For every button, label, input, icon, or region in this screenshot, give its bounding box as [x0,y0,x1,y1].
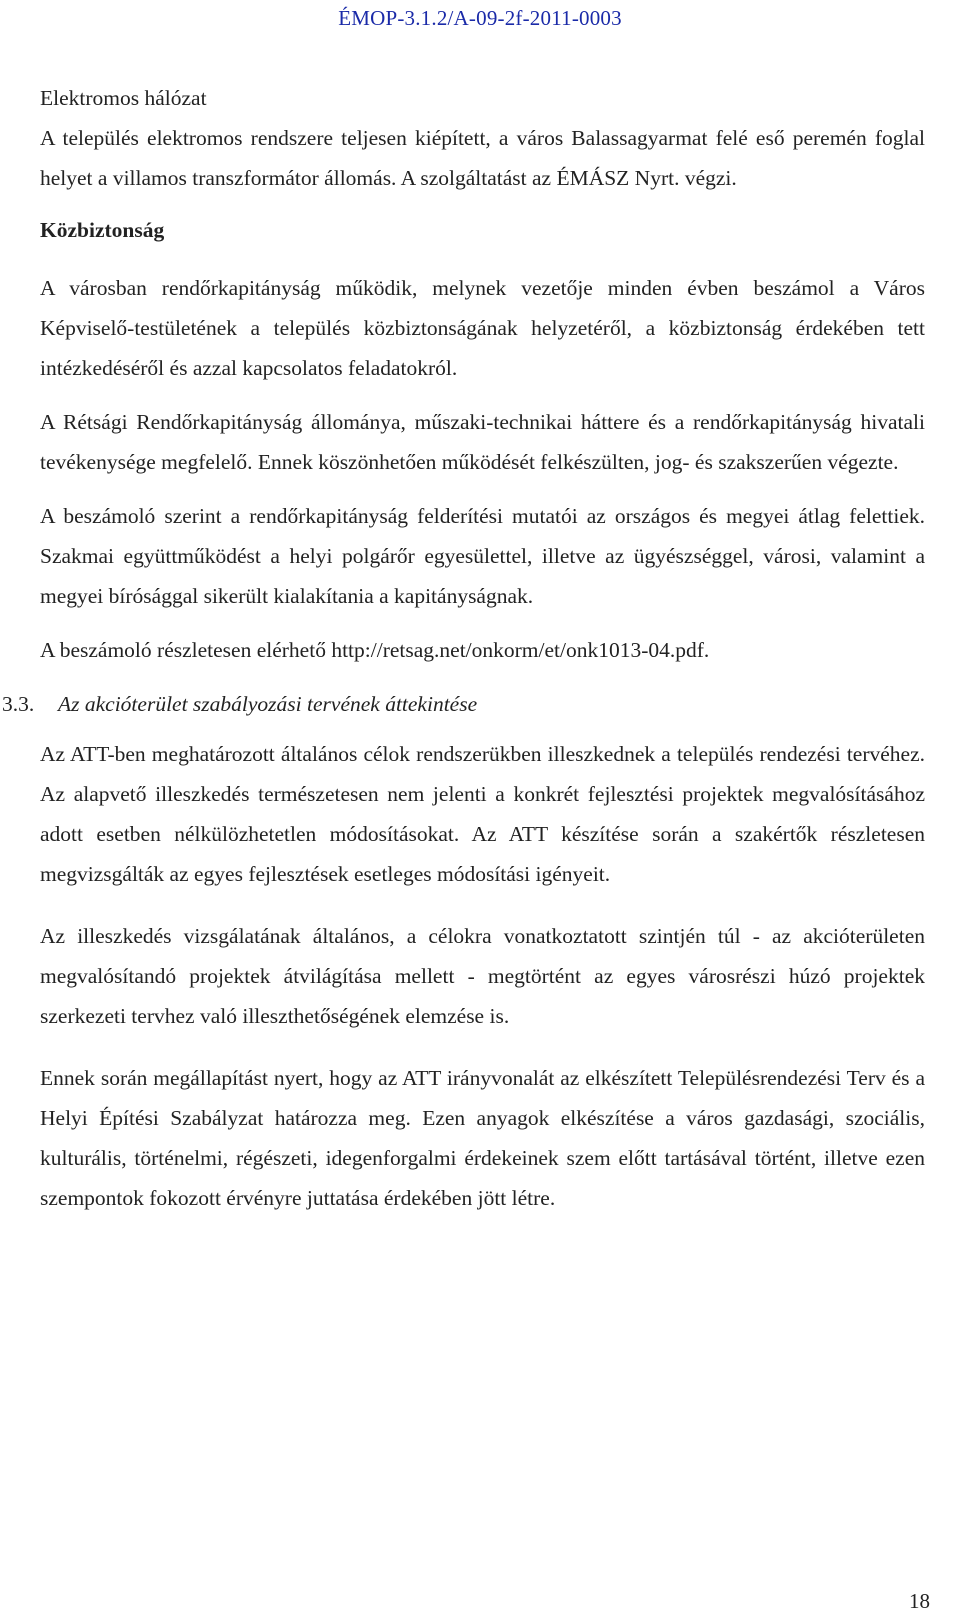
paragraph-security-3: A beszámoló szerint a rendőrkapitányság felderítési mutatói az országos és megyei átlag felettiek. Szakmai együttműködést a helyi polgárőr egyesülettel, illetve az ügyészséggel, városi, valamint a megyei bírósággal sikerült kialakítania a kapitányságnak. [40,504,925,608]
section-title: Az akcióterület szabályozási tervének áttekintése [58,692,478,716]
paragraph-security-1: A városban rendőrkapitányság működik, melynek vezetője minden évben beszámol a Város Képviselő-testületének a település közbiztonságának helyzetéről, a közbiztonság érdekében tett intézkedéséről és azzal kapcsolatos feladatokról. [40,276,925,380]
section-number: 3.3. [2,692,35,716]
paragraph-att-2: Az illeszkedés vizsgálatának általános, a célokra vonatkoztatott szintjén túl - az akcióterületen megvalósítandó projektek átvilágítása mellett - megtörtént az egyes városrészi húzó projektek szerkezeti tervhez való illeszthetőségének elemzése is. [40,924,925,1028]
section-heading-3-3 [2,688,925,720]
page-number: 18 [909,1589,930,1613]
paragraph-security-4: A beszámoló részletesen elérhető http://retsag.net/onkorm/et/onk1013-04.pdf. [40,638,710,662]
page-header-project-code: ÉMOP-3.1.2/A-09-2f-2011-0003 [338,6,622,30]
section-title-electric: Elektromos hálózat [40,86,207,110]
paragraph-electric: A település elektromos rendszere teljesen kiépített, a város Balassagyarmat felé eső peremén foglal helyet a villamos transzformátor állomás. A szolgáltatást az ÉMÁSZ Nyrt. végzi. [40,126,925,190]
document-body [2,78,925,1218]
paragraph-att-1: Az ATT-ben meghatározott általános célok rendszerükben illeszkednek a település rendezési tervéhez. Az alapvető illeszkedés természetesen nem jelenti a konkrét fejlesztési projektek megvalósításához adott esetben nélkülözhetetlen módosításokat. Az ATT készítése során a szakértők részletesen megvizsgálták az egyes fejlesztések esetleges módosítási igényeit. [40,742,925,886]
section-title-security: Közbiztonság [40,218,165,242]
paragraph-att-3: Ennek során megállapítást nyert, hogy az ATT irányvonalát az elkészített Településrendezési Terv és a Helyi Építési Szabályzat határozza meg. Ezen anyagok elkészítése a város gazdasági, szociális, kulturális, történelmi, régészeti, idegenforgalmi érdekeinek szem előtt tartásával történt, illetve ezen szempontok fokozott érvényre juttatása érdekében jött létre. [40,1066,925,1210]
paragraph-security-2: A Rétsági Rendőrkapitányság állománya, műszaki-technikai háttere és a rendőrkapitányság hivatali tevékenysége megfelelő. Ennek köszönhetően működését felkészülten, jog- és szakszerűen végezte. [40,410,925,474]
